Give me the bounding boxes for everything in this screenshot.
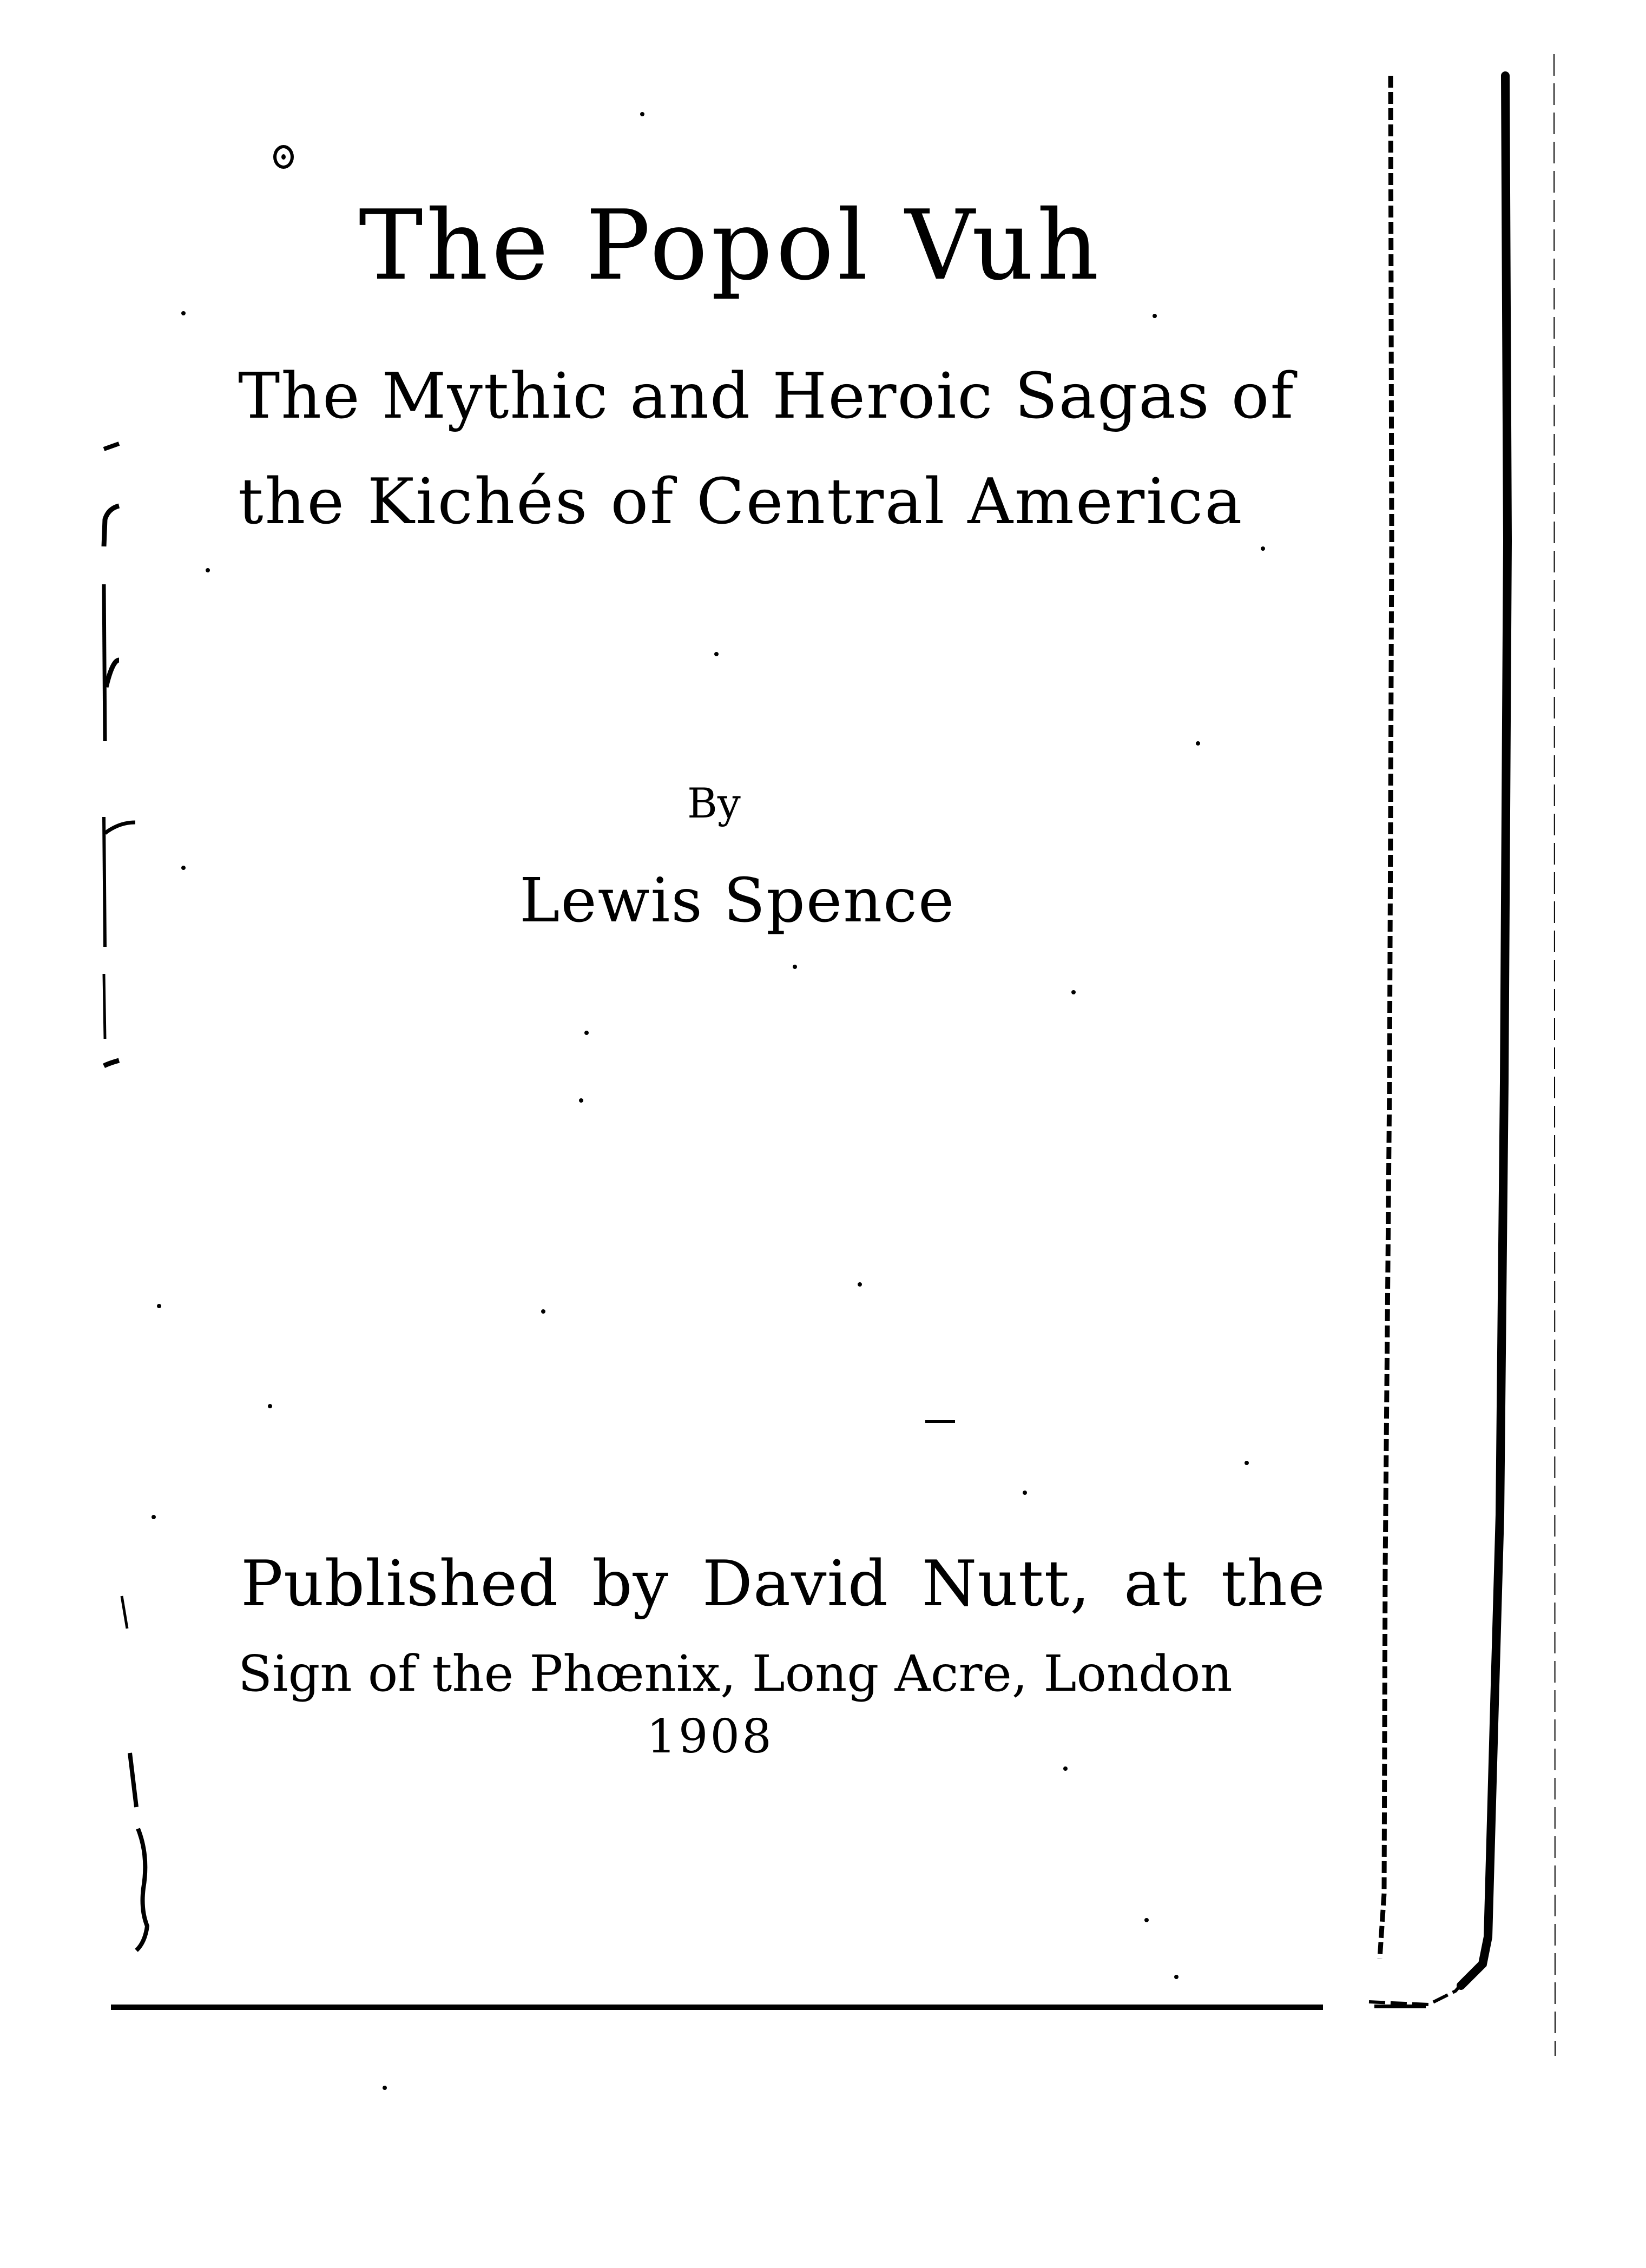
speck	[1063, 1766, 1068, 1771]
publisher-line-1: Published by David Nutt, at the	[241, 1547, 1326, 1620]
left-edge-marks	[97, 406, 162, 2002]
speck	[584, 1031, 589, 1035]
speck	[793, 965, 797, 969]
subtitle-line-1: The Mythic and Heroic Sagas of	[238, 360, 1295, 433]
book-title: The Popol Vuh	[358, 189, 1103, 301]
short-rule	[925, 1420, 955, 1423]
speck	[640, 112, 644, 116]
publisher-line-2: Sign of the Phœnix, Long Acre, London	[238, 1645, 1233, 1703]
author-name: Lewis Spence	[519, 866, 956, 936]
speck	[181, 311, 186, 315]
speck	[206, 568, 210, 572]
speck	[152, 1515, 156, 1519]
speck	[181, 866, 186, 870]
speck	[1023, 1491, 1027, 1495]
by-label: By	[687, 779, 741, 827]
speck	[1261, 546, 1265, 551]
subtitle-line-2: the Kichés of Central America	[238, 465, 1244, 538]
speck	[714, 652, 719, 656]
speck	[1174, 1975, 1178, 1979]
speck	[157, 1304, 161, 1308]
speck	[858, 1282, 862, 1287]
speck	[1245, 1461, 1249, 1465]
book-edge-lines	[1299, 54, 1646, 2056]
speck	[383, 2086, 387, 2090]
speck	[579, 1098, 583, 1103]
bottom-rule	[111, 2005, 1323, 2010]
speck	[541, 1309, 545, 1314]
speck	[1153, 314, 1157, 318]
circle-dot-icon	[273, 145, 294, 169]
speck	[1071, 990, 1076, 994]
speck	[1144, 1918, 1149, 1922]
speck	[268, 1404, 272, 1408]
speck	[1196, 741, 1200, 746]
publication-year: 1908	[647, 1710, 774, 1764]
